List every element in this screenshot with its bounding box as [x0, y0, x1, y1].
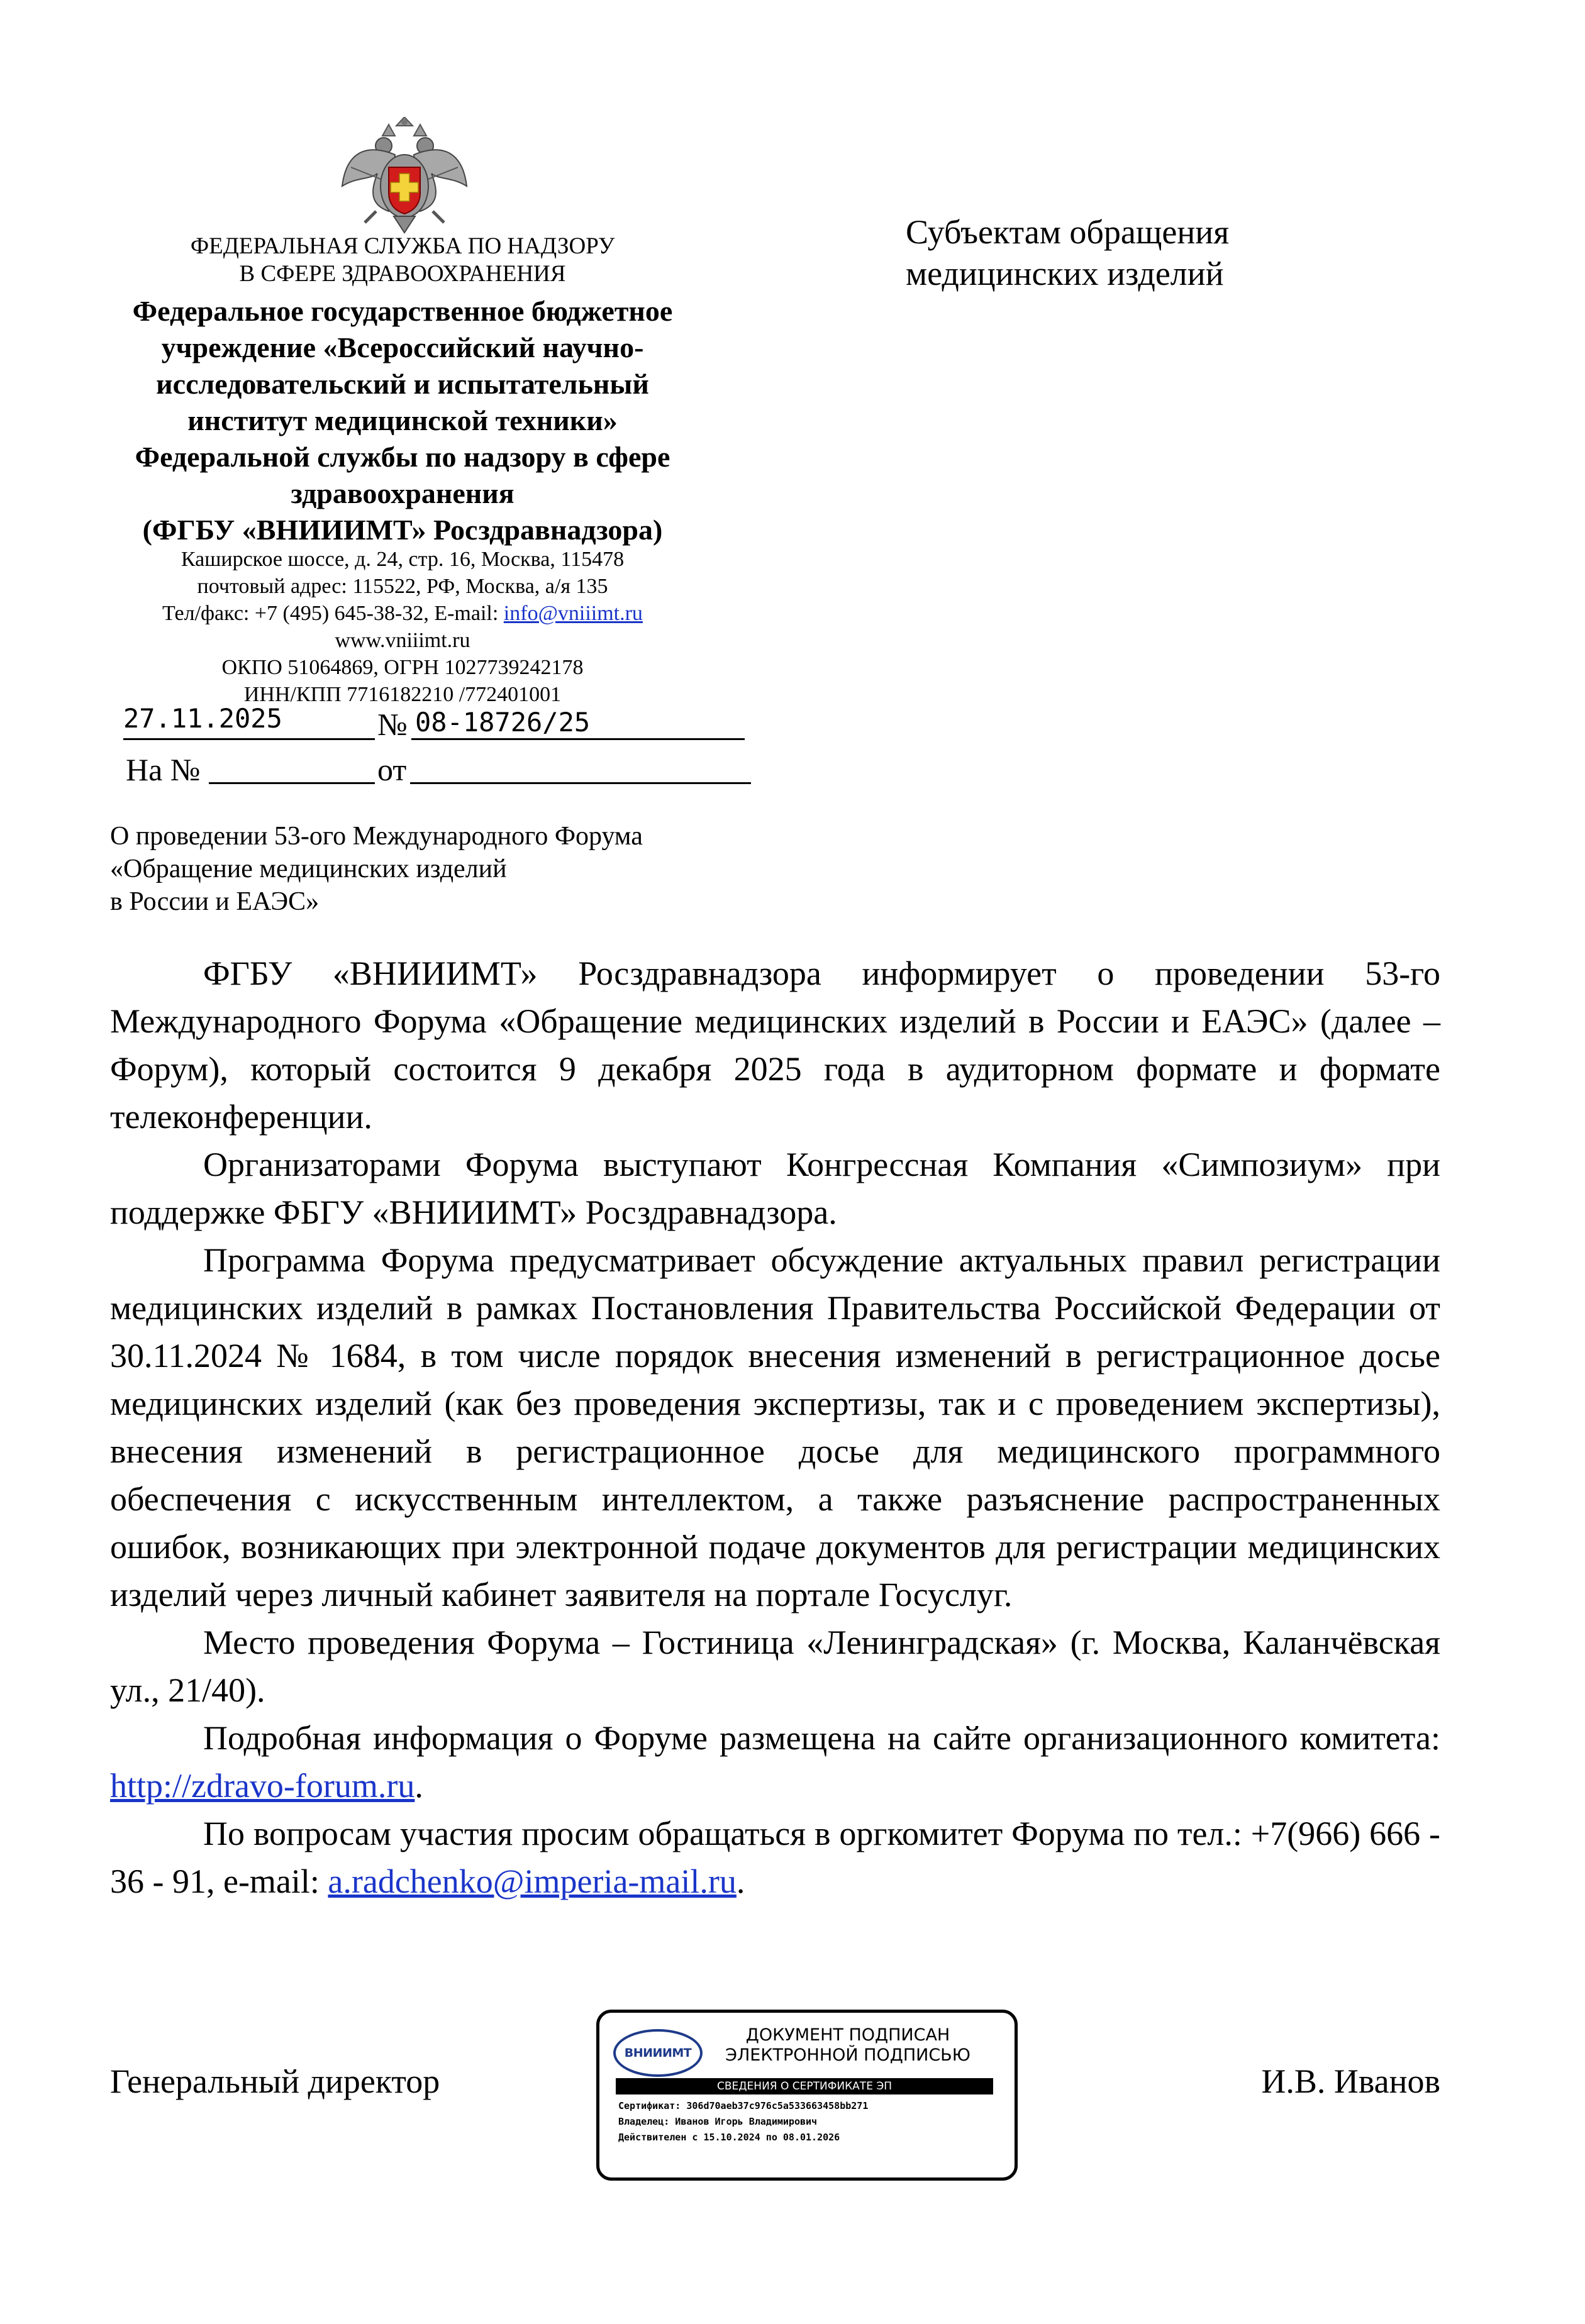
body-paragraph-6 [110, 1810, 1440, 1905]
org-postal-address: почтовый адрес: 115522, РФ, Москва, а/я 135 [197, 575, 608, 598]
org-line: Федеральное государственное бюджетное [132, 295, 673, 327]
reply-to-underline [209, 782, 375, 784]
org-line: здравоохранения [291, 477, 514, 509]
number-underline [411, 738, 745, 740]
paragraph-6-text: По вопросам участия просим обращаться в оргкомитет Форума по тел.: +7(966) 666 - 36 - 91, e-mail: [110, 1815, 1440, 1900]
stamp-certificate: Сертификат: 306d70aeb37c976c5a533663458bb271 [618, 2100, 869, 2111]
org-okpo: ОКПО 51064869, ОГРН 1027739242178 [221, 656, 584, 679]
forum-website-link[interactable]: http://zdravo-forum.ru [110, 1767, 415, 1805]
org-line: учреждение «Всероссийский научно- [161, 331, 644, 363]
org-line: (ФГБУ «ВНИИИМТ» Росздравнадзора) [142, 514, 663, 546]
subject-line-3: в России и ЕАЭС» [110, 887, 320, 916]
signatory-name: И.В. Иванов [1261, 2062, 1440, 2100]
signatory-position: Генеральный директор [110, 2062, 440, 2100]
recipient [906, 211, 1522, 294]
stamp-certificate-bar: СВЕДЕНИЯ О СЕРТИФИКАТЕ ЭП [616, 2078, 993, 2094]
document-date: 27.11.2025 [123, 703, 282, 734]
subject-line-2: «Обращение медицинских изделий [110, 855, 507, 883]
stamp-title [700, 2025, 996, 2066]
agency-line-2: В СФЕРЕ ЗДРАВООХРАНЕНИЯ [239, 261, 566, 287]
double-headed-eagle-icon [338, 117, 470, 234]
org-line: институт медицинской техники» [187, 404, 618, 436]
contact-email-link[interactable]: a.radchenko@imperia-mail.ru [328, 1862, 737, 1900]
stamp-validity: Действителен с 15.10.2024 по 08.01.2026 [618, 2132, 840, 2143]
paragraph-5-text: Подробная информация о Форуме размещена на сайте организационного комитета: [203, 1719, 1440, 1757]
from-label: от [377, 752, 407, 787]
agency-line-1: ФЕДЕРАЛЬНАЯ СЛУЖБА ПО НАДЗОРУ [190, 233, 615, 259]
electronic-signature-stamp [596, 2010, 1018, 2181]
body-paragraph-5 [110, 1714, 1440, 1810]
org-contacts [101, 546, 704, 708]
stamp-logo-text: ВНИИИМТ [624, 2046, 692, 2060]
stamp-title-line-1: ДОКУМЕНТ ПОДПИСАН [745, 2025, 950, 2045]
recipient-line-2: медицинских изделий [906, 255, 1224, 292]
agency-name [101, 233, 704, 288]
org-phone: Тел/факс: +7 (495) 645-38-32, E-mail: [162, 602, 504, 625]
organization-name [69, 293, 736, 548]
stamp-details [618, 2098, 996, 2145]
recipient-line-1: Субъектам обращения [906, 213, 1230, 251]
org-inn: ИНН/КПП 7716182210 /772401001 [243, 683, 562, 706]
body-paragraph-3: Программа Форума предусматривает обсуждение актуальных правил регистрации медицинских изделий в рамках Постановления Правительства Российской Федерации от 30.11.2024 № 1684, в том числе порядок внесения изменений в регистрационное досье медицинских изделий (как без проведения экспертизы, так и с проведением экспертизы), внесения изменений в регистрационное досье для медицинского программного обеспечения с искусственным интеллектом, а также разъяснение распространенных ошибок, возникающих при электронной подаче документов для регистрации медицинских изделий через личный кабинет заявителя на портале Госуслуг. [110, 1241, 1440, 1613]
body-paragraph-4: Место проведения Форума – Гостиница «Ленинградская» (г. Москва, Каланчёвская ул., 21/40). [110, 1624, 1440, 1709]
from-underline [410, 782, 751, 784]
stamp-owner: Владелец: Иванов Игорь Владимирович [618, 2116, 818, 2127]
letter-subject [110, 820, 802, 918]
body-paragraph-2: Организаторами Форума выступают Конгрессная Компания «Симпозиум» при поддержке ФБГУ «ВНИИИМТ» Росздравнадзора. [110, 1146, 1440, 1231]
org-line: Федеральной службы по надзору в сфере [135, 441, 670, 473]
org-address: Каширское шоссе, д. 24, стр. 16, Москва, 115478 [181, 548, 625, 571]
document-number: 08-18726/25 [415, 707, 591, 738]
org-phone-email [101, 600, 704, 627]
subject-line-1: О проведении 53-ого Международного Форума [110, 822, 643, 851]
stamp-title-line-2: ЭЛЕКТРОННОЙ ПОДПИСЬЮ [725, 2045, 970, 2065]
org-line: исследовательский и испытательный [156, 368, 649, 400]
stamp-logo [613, 2029, 703, 2077]
date-underline [123, 738, 375, 740]
org-email-link[interactable]: info@vniiimt.ru [503, 602, 643, 625]
paragraph-5-end: . [414, 1767, 423, 1805]
paragraph-6-end: . [736, 1862, 745, 1900]
body-paragraph-1: ФГБУ «ВНИИИМТ» Росздравнадзора информирует о проведении 53-го Международного Форума «Обращение медицинских изделий в России и ЕАЭС» (далее – Форум), который состоится 9 декабря 2025 года в аудиторном формате и формате телеконференции. [110, 954, 1440, 1136]
reply-to-label: На № [126, 752, 201, 787]
number-label: № [377, 707, 408, 742]
org-website: www.vniiimt.ru [335, 629, 470, 652]
letter-body [110, 949, 1440, 1905]
